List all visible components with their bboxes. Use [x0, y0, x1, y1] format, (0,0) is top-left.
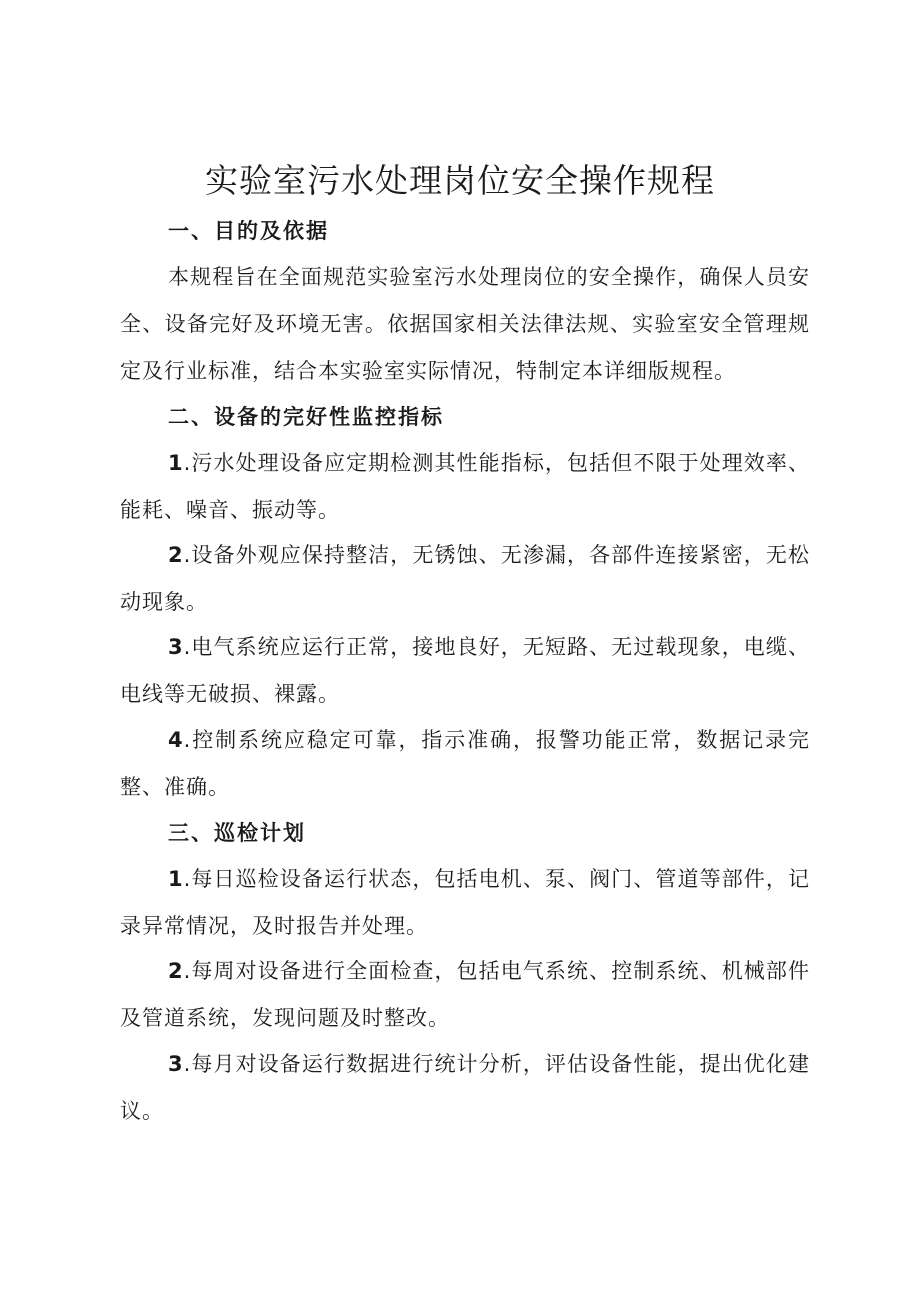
paragraph-inspection-1: [120, 856, 810, 950]
paragraph-purpose: [120, 254, 810, 395]
paragraph-inspection-2: [120, 948, 810, 1042]
item-number: 3: [168, 1052, 184, 1076]
item-number: 2: [168, 543, 184, 567]
section-heading-equipment-indicators: 二、设备的完好性监控指标: [168, 405, 444, 429]
item-number: 2: [168, 959, 184, 983]
paragraph-text: .污水处理设备应定期检测其性能指标，包括但不限于处理效率、能耗、噪音、振动等。: [120, 451, 810, 522]
paragraph-indicator-2: [120, 532, 810, 626]
paragraph-text: .控制系统应稳定可靠，指示准确，报警功能正常，数据记录完整、准确。: [120, 728, 810, 799]
paragraph-text: .电气系统应运行正常，接地良好，无短路、无过载现象，电缆、电线等无破损、裸露。: [120, 635, 810, 706]
document-title: 实验室污水处理岗位安全操作规程: [205, 161, 715, 200]
section-heading-inspection-plan: 三、巡检计划: [168, 821, 306, 845]
paragraph-text: .每日巡检设备运行状态，包括电机、泵、阀门、管道等部件，记录异常情况，及时报告并处理。: [120, 867, 810, 938]
paragraph-indicator-4: [120, 717, 810, 811]
item-number: 3: [168, 635, 184, 659]
paragraph-text: .设备外观应保持整洁，无锈蚀、无渗漏，各部件连接紧密，无松动现象。: [120, 543, 810, 614]
paragraph-indicator-1: [120, 440, 810, 534]
item-number: 1: [168, 451, 184, 475]
paragraph-text: .每月对设备运行数据进行统计分析，评估设备性能，提出优化建议。: [120, 1052, 810, 1123]
paragraph-text: .每周对设备进行全面检查，包括电气系统、控制系统、机械部件及管道系统，发现问题及时整改。: [120, 959, 810, 1030]
paragraph-indicator-3: [120, 624, 810, 718]
section-heading-purpose: 一、目的及依据: [168, 219, 329, 243]
item-number: 1: [168, 867, 184, 891]
item-number: 4: [168, 728, 184, 752]
paragraph-text: 本规程旨在全面规范实验室污水处理岗位的安全操作，确保人员安全、设备完好及环境无害。依据国家相关法律法规、实验室安全管理规定及行业标准，结合本实验室实际情况，特制定本详细版规程。: [120, 265, 810, 383]
paragraph-inspection-3: [120, 1041, 810, 1135]
